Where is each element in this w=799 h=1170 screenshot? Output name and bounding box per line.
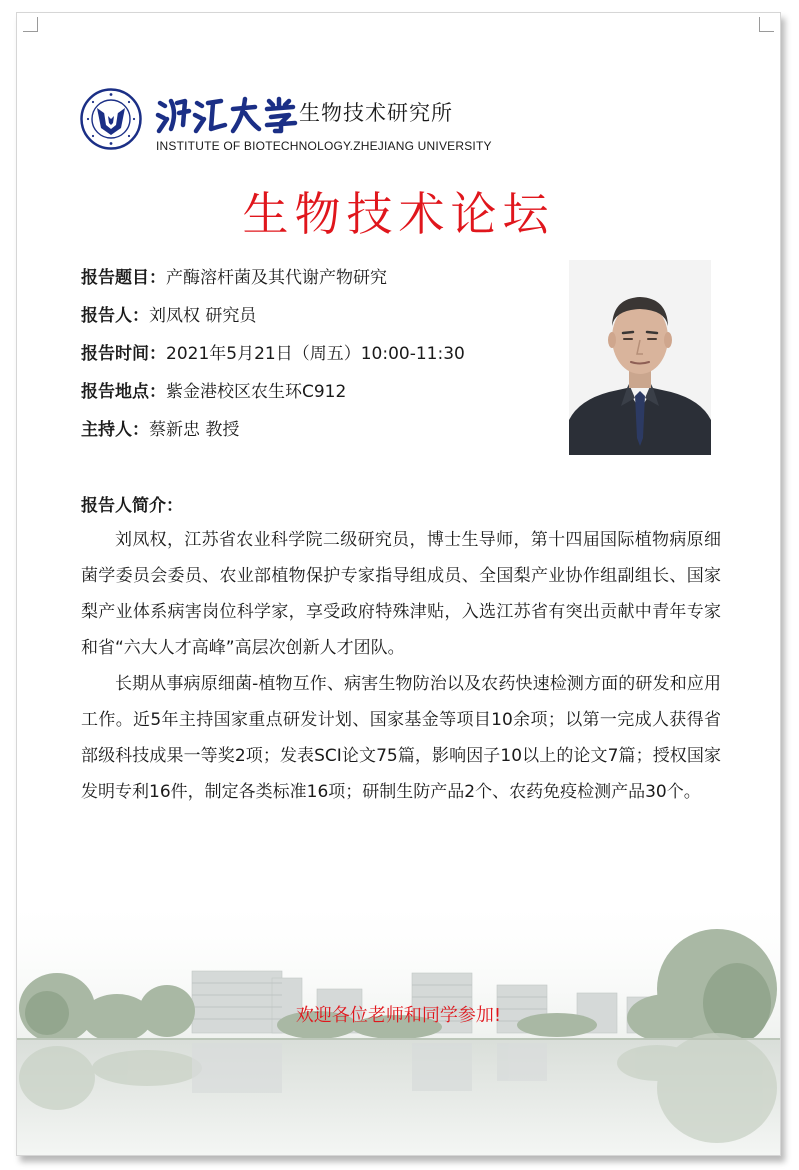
- info-line-location: [81, 373, 571, 411]
- institute-name-cn: 生物技术研究所: [299, 101, 453, 125]
- info-line-host: [81, 411, 571, 449]
- forum-title: 生物技术论坛: [242, 187, 555, 241]
- info-label: 报告时间：: [81, 344, 166, 364]
- info-value: 产酶溶杆菌及其代谢产物研究: [166, 268, 387, 288]
- institute-name-en: INSTITUTE OF BIOTECHNOLOGY.ZHEJIANG UNIVERSITY: [156, 139, 492, 153]
- bio-paragraph: 刘凤权，江苏省农业科学院二级研究员，博士生导师，第十四届国际植物病原细菌学委员会委员、农业部植物保护专家指导组成员、全国梨产业协作组副组长、国家梨产业体系病害岗位科学家，享受政府特殊津贴，入选江苏省有突出贡献中青年专家和省“六大人才高峰”高层次创新人才团队。: [81, 530, 721, 658]
- bio-paragraph: 长期从事病原细菌-植物互作、病害生物防治以及农药快速检测方面的研发和应用工作。近5年主持国家重点研发计划、国家基金等项目10余项；以第一完成人获得省部级科技成果一等奖2项；发表SCI论文75篇，影响因子10以上的论文7篇；授权国家发明专利16件，制定各类标准16项；研制生防产品2个、农药免疫检测产品30个。: [81, 674, 721, 802]
- info-value: 刘凤权 研究员: [149, 306, 257, 326]
- info-line-topic: [81, 259, 571, 297]
- info-line-time: [81, 335, 571, 373]
- zju-seal-logo: [80, 88, 142, 150]
- info-value: 2021年5月21日（周五）10:00-11:30: [166, 344, 465, 364]
- info-label: 报告人：: [81, 306, 149, 326]
- info-value: 紫金港校区农生环C912: [166, 382, 347, 402]
- crop-mark: [23, 17, 38, 32]
- bio-text: [81, 522, 721, 810]
- info-line-speaker: [81, 297, 571, 335]
- poster: [16, 12, 781, 1156]
- info-label: 主持人：: [81, 420, 149, 440]
- crop-mark: [759, 17, 774, 32]
- info-label: 报告地点：: [81, 382, 166, 402]
- speaker-photo: [569, 260, 711, 455]
- info-label: 报告题目：: [81, 268, 166, 288]
- talk-info: [81, 259, 571, 449]
- bio-heading: 报告人简介：: [81, 496, 183, 516]
- welcome-message: 欢迎各位老师和同学参加!: [295, 1005, 502, 1026]
- zju-calligraphy-logo: [155, 93, 315, 135]
- info-value: 蔡新忠 教授: [149, 420, 240, 440]
